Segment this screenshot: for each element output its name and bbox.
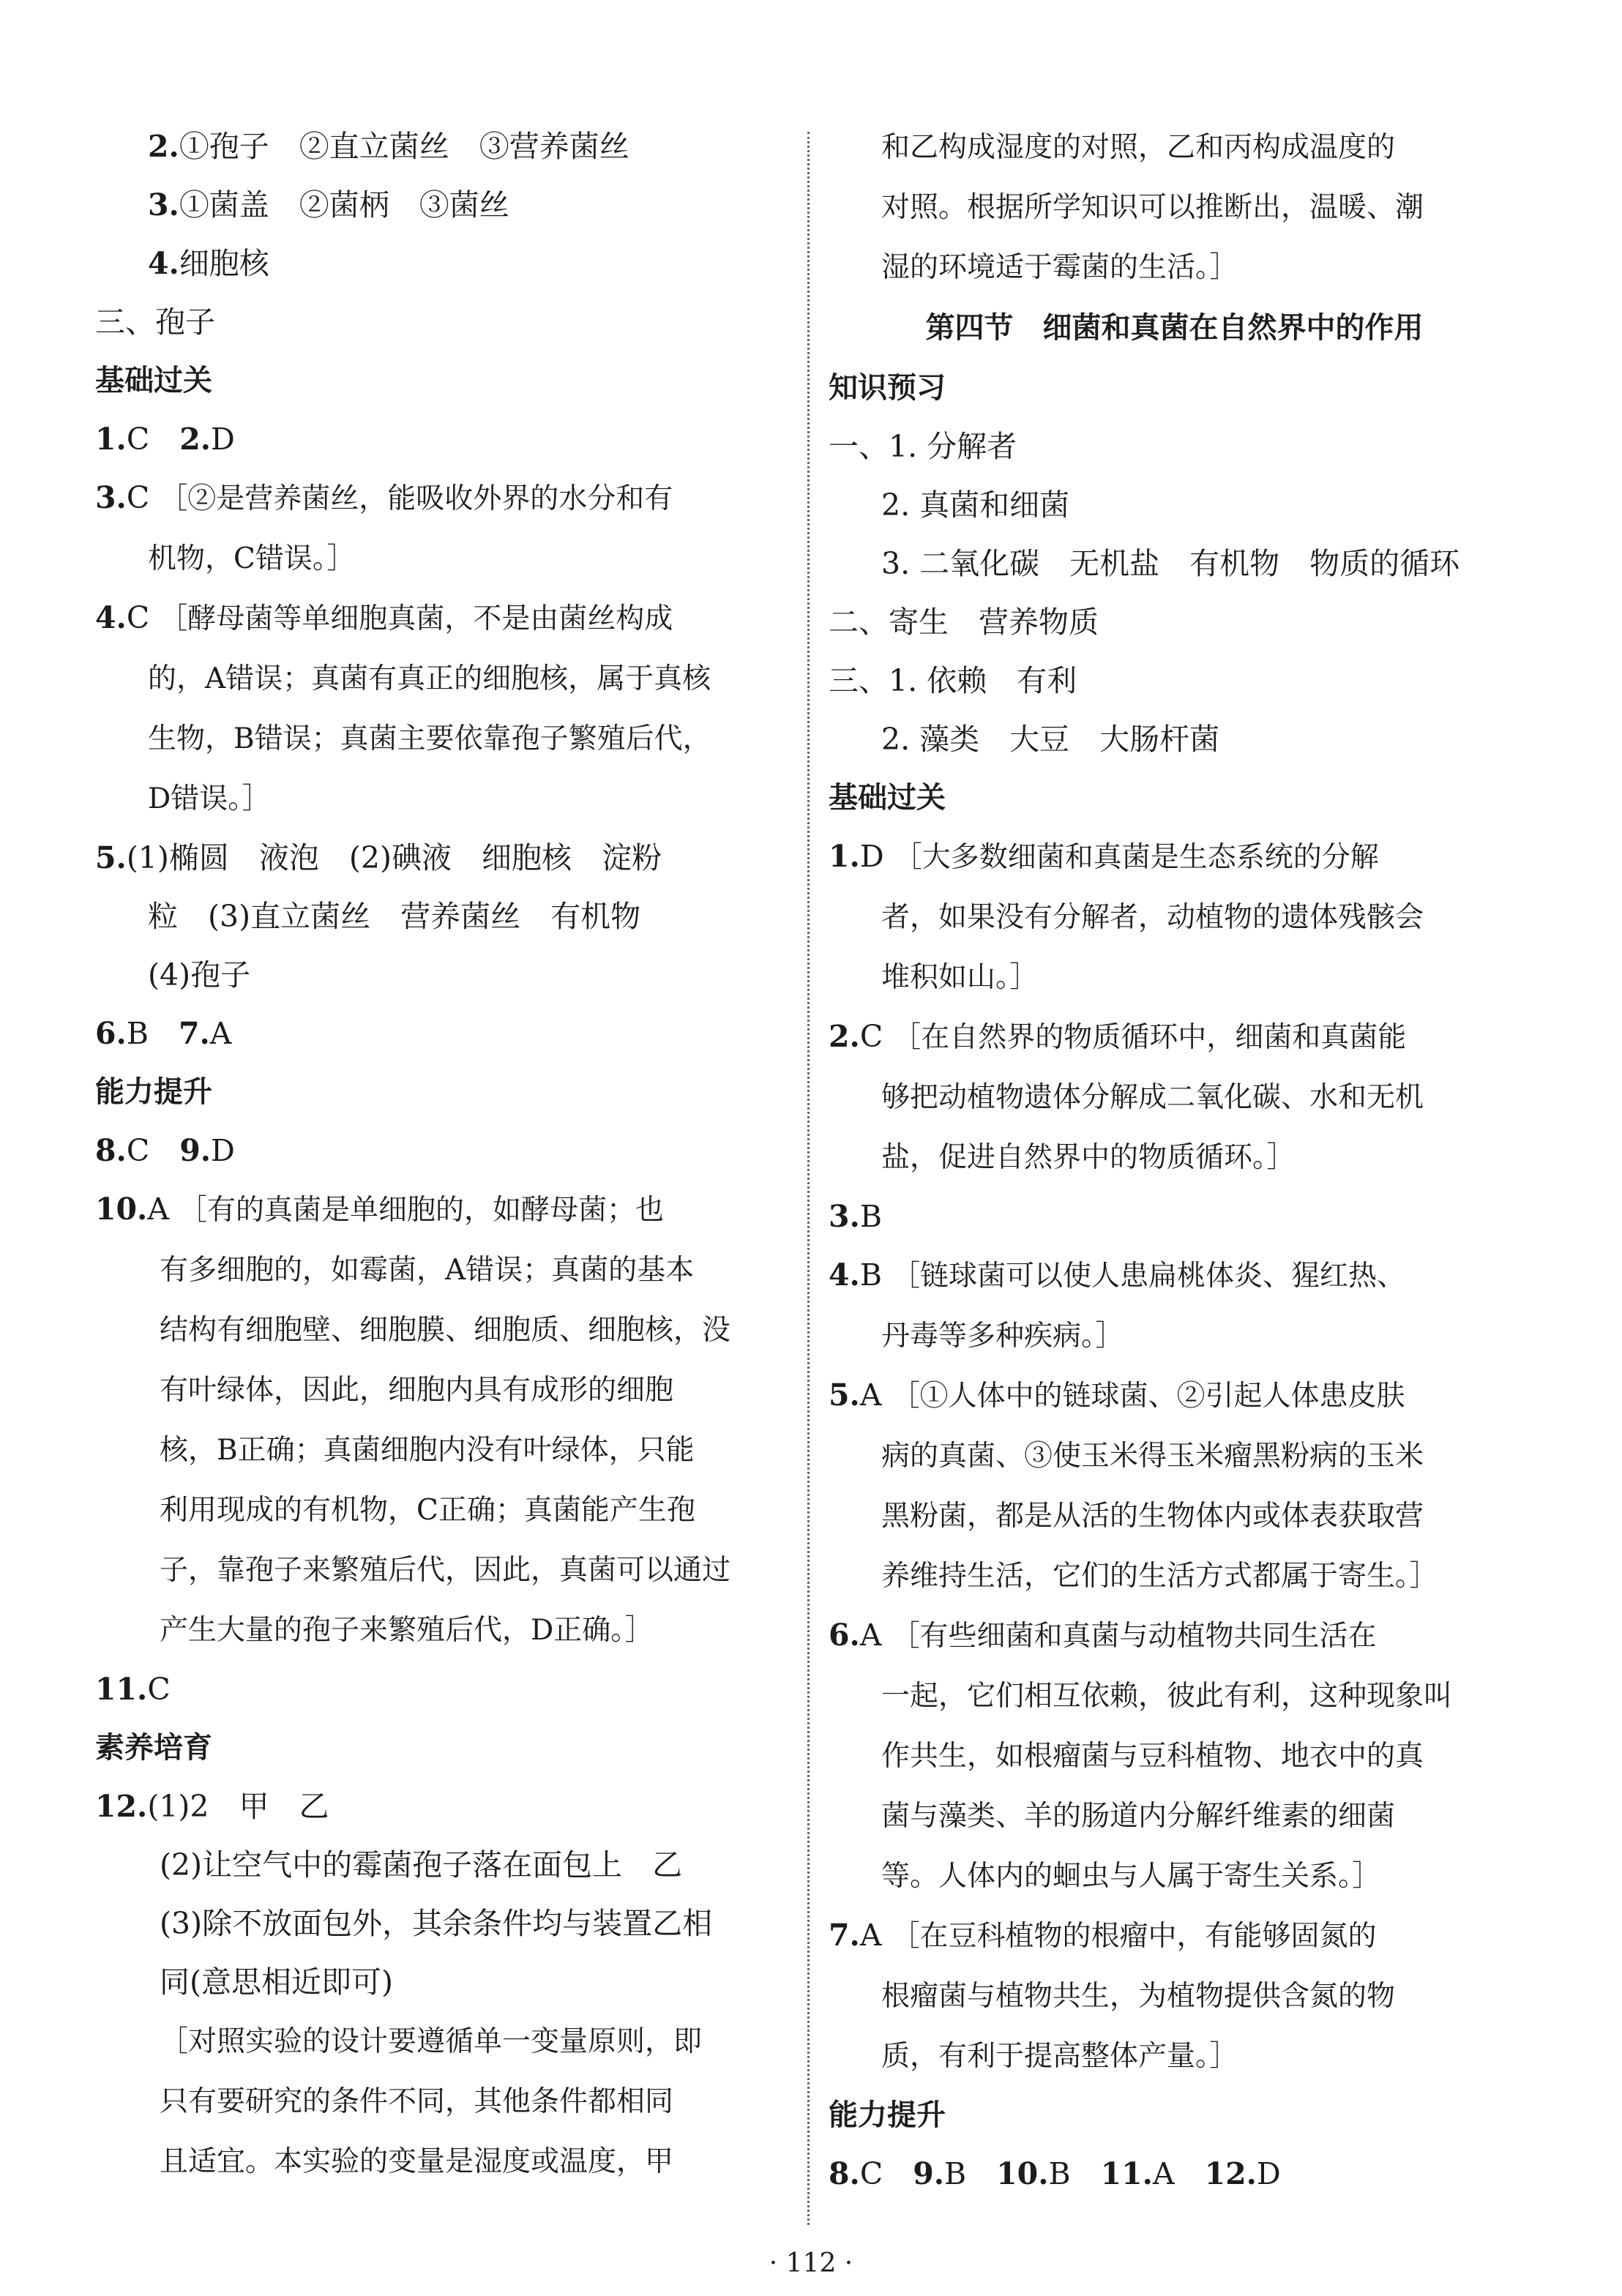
answer-text: (4)孢子 xyxy=(148,957,251,992)
answer-text: 三、1. 依赖 有利 xyxy=(829,663,1077,698)
answer-line xyxy=(95,1004,787,1063)
question-number: 2. xyxy=(179,422,211,457)
explanation-text: 有叶绿体，因此，细胞内具有成形的细胞 xyxy=(160,1374,674,1407)
answer-text: 细胞核 xyxy=(179,246,269,281)
question-number: 5. xyxy=(829,1377,860,1413)
answer-line xyxy=(95,2131,787,2191)
explanation-text: ［对照实验的设计要遵循单一变量原则，即 xyxy=(160,2025,703,2058)
question-number: 7. xyxy=(829,1918,860,1953)
answer-line xyxy=(95,1953,787,2011)
answer-line xyxy=(829,1606,1520,1666)
answer-text: C xyxy=(859,1019,893,1054)
answer-line xyxy=(95,946,787,1004)
answer-line xyxy=(95,1420,787,1480)
answer-line xyxy=(95,1894,787,1953)
answer-line xyxy=(95,1121,787,1180)
explanation-text: 产生大量的孢子来繁殖后代，D正确。］ xyxy=(160,1614,654,1647)
answer-text: B xyxy=(859,1199,882,1234)
question-number: 9. xyxy=(913,2156,944,2191)
answer-line xyxy=(95,588,787,648)
answer-line xyxy=(95,234,787,293)
question-number: 10. xyxy=(95,1192,148,1227)
explanation-text: 质，有利于提高整体产量。］ xyxy=(881,2040,1238,2073)
question-number: 5. xyxy=(95,840,127,875)
answer-line xyxy=(829,593,1520,651)
answer-line xyxy=(829,2144,1520,2203)
question-number: 6. xyxy=(829,1618,860,1653)
answer-line xyxy=(829,1127,1520,1187)
answer-line xyxy=(829,947,1520,1007)
explanation-text: 且适宜。本实验的变量是湿度或温度，甲 xyxy=(160,2145,674,2178)
explanation-text: ［在豆科植物的根瘤中，有能够固氮的 xyxy=(891,1920,1377,1953)
section-heading: 知识预习 xyxy=(829,371,946,405)
answer-line xyxy=(95,1180,787,1240)
explanation-text: 生物，B错误；真菌主要依靠孢子繁殖后代， xyxy=(148,722,711,755)
section-heading: 能力提升 xyxy=(95,1075,212,1109)
chapter-title: 第四节 细菌和真菌在自然界中的作用 xyxy=(925,311,1424,345)
answer-text: D xyxy=(1256,2156,1281,2191)
answer-line xyxy=(829,1366,1520,1426)
question-number: 3. xyxy=(829,1199,860,1234)
question-number: 12. xyxy=(95,1789,148,1824)
page-number: · 112 · xyxy=(769,2248,853,2278)
explanation-text: ［大多数细菌和真菌是生态系统的分解 xyxy=(893,841,1379,874)
answer-line xyxy=(95,887,787,946)
answer-line xyxy=(829,710,1520,769)
answer-line xyxy=(829,1846,1520,1906)
question-number: 4. xyxy=(95,600,127,635)
section-heading: 能力提升 xyxy=(829,2098,946,2132)
explanation-text: 者，如果没有分解者，动植物的遗体残骸会 xyxy=(881,901,1424,934)
answer-line xyxy=(95,1240,787,1300)
answer-text: (3)除不放面包外，其余条件均与装置乙相 xyxy=(160,1906,713,1941)
explanation-text: ［酵母菌等单细胞真菌，不是由菌丝构成 xyxy=(159,602,673,635)
answer-line xyxy=(829,1486,1520,1546)
answer-line xyxy=(829,2026,1520,2086)
answer-text: 一、1. 分解者 xyxy=(829,429,1017,464)
answer-text: 3. 二氧化碳 无机盐 有机物 物质的循环 xyxy=(881,546,1460,581)
section-heading: 素养培育 xyxy=(95,1731,212,1765)
question-number: 2. xyxy=(148,129,179,164)
explanation-text: 养维持生活，它们的生活方式都属于寄生。］ xyxy=(881,1560,1438,1593)
answer-text: B xyxy=(1048,2156,1101,2191)
answer-text: B xyxy=(944,2156,997,2191)
question-number: 8. xyxy=(829,2156,860,2191)
explanation-text: 核，B正确；真菌细胞内没有叶绿体，只能 xyxy=(160,1434,695,1467)
answer-line xyxy=(829,1666,1520,1726)
answer-line xyxy=(829,1966,1520,2026)
question-number: 11. xyxy=(95,1672,148,1707)
answer-line xyxy=(95,708,787,769)
answer-line xyxy=(95,1480,787,1540)
question-number: 12. xyxy=(1204,2156,1257,2191)
question-number: 10. xyxy=(996,2156,1049,2191)
explanation-text: ［①人体中的链球菌、②引起人体患皮肤 xyxy=(891,1380,1405,1413)
answer-line xyxy=(95,1836,787,1894)
answer-line xyxy=(95,648,787,708)
question-number: 9. xyxy=(179,1133,211,1168)
explanation-text: 湿的环境适于霉菌的生活。］ xyxy=(881,251,1238,284)
explanation-text: 利用现成的有机物，C正确；真菌能产生孢 xyxy=(160,1494,695,1527)
answer-line xyxy=(95,1540,787,1600)
answer-line xyxy=(829,534,1520,593)
explanation-text: D错误。］ xyxy=(148,782,271,815)
answer-text: B xyxy=(126,1016,179,1051)
explanation-text: 子，靠孢子来繁殖后代，因此，真菌可以通过 xyxy=(160,1554,731,1587)
question-number: 11. xyxy=(1100,2156,1153,2191)
explanation-text: 等。人体内的蛔虫与人属于寄生关系。］ xyxy=(881,1860,1381,1893)
answer-line xyxy=(95,1360,787,1420)
explanation-text: 病的真菌、③使玉米得玉米瘤黑粉病的玉米 xyxy=(881,1440,1424,1473)
left-column xyxy=(95,117,787,2191)
answer-line xyxy=(829,1426,1520,1486)
explanation-text: 根瘤菌与植物共生，为植物提供含氮的物 xyxy=(881,1980,1396,2013)
explanation-text: 一起，它们相互依赖，彼此有利，这种现象叫 xyxy=(881,1680,1453,1713)
question-number: 3. xyxy=(95,480,127,515)
answer-text: 二、寄生 营养物质 xyxy=(829,605,1099,640)
answer-line xyxy=(829,417,1520,476)
answer-text: 2. 真菌和细菌 xyxy=(881,487,1070,523)
explanation-text: ［有的真菌是单细胞的，如酵母菌；也 xyxy=(179,1194,665,1227)
answer-line xyxy=(829,1246,1520,1306)
explanation-text: 够把动植物遗体分解成二氧化碳、水和无机 xyxy=(881,1081,1424,1114)
explanation-text: 只有要研究的条件不同，其他条件都相同 xyxy=(160,2085,674,2118)
answer-line xyxy=(95,2071,787,2131)
answer-text: C xyxy=(126,480,160,515)
answer-text: ①孢子 ②直立菌丝 ③营养菌丝 xyxy=(179,129,629,164)
answer-text: A xyxy=(859,1618,892,1653)
explanation-text: 作共生，如根瘤菌与豆科植物、地衣中的真 xyxy=(881,1740,1424,1773)
explanation-text: ［②是营养菌丝，能吸收外界的水分和有 xyxy=(159,482,673,515)
answer-line xyxy=(95,1777,787,1836)
answer-line xyxy=(829,237,1520,297)
answer-text: C xyxy=(147,1672,171,1707)
answer-line xyxy=(829,177,1520,237)
answer-line xyxy=(95,2011,787,2071)
answer-line xyxy=(829,827,1520,887)
answer-line xyxy=(95,1660,787,1719)
question-number: 2. xyxy=(829,1019,860,1054)
explanation-text: 对照。根据所学知识可以推断出，温暖、潮 xyxy=(881,191,1424,224)
explanation-text: 丹毒等多种疾病。］ xyxy=(881,1320,1124,1353)
answer-line xyxy=(95,528,787,588)
answer-line xyxy=(829,1546,1520,1606)
answer-text: 2. 藻类 大豆 大肠杆菌 xyxy=(881,722,1220,757)
answer-text: 粒 (3)直立菌丝 营养菌丝 有机物 xyxy=(148,899,641,934)
answer-text: 同(意思相近即可) xyxy=(160,1964,393,2000)
answer-line xyxy=(829,1906,1520,1966)
answer-line xyxy=(95,769,787,829)
answer-text: A xyxy=(209,1016,232,1051)
answer-line xyxy=(95,1600,787,1660)
answer-line xyxy=(95,468,787,528)
answer-line xyxy=(829,1306,1520,1366)
question-number: 6. xyxy=(95,1016,127,1051)
explanation-text: 菌与藻类、羊的肠道内分解纤维素的细菌 xyxy=(881,1800,1396,1833)
explanation-text: 黑粉菌，都是从活的生物体内或体表获取营 xyxy=(881,1500,1424,1533)
question-number: 7. xyxy=(178,1016,210,1051)
answer-line xyxy=(95,1300,787,1360)
answer-text: C xyxy=(126,1133,180,1168)
explanation-text: ［在自然界的物质循环中，细菌和真菌能 xyxy=(892,1021,1407,1054)
explanation-text: 盐，促进自然界中的物质循环。］ xyxy=(881,1141,1296,1174)
question-number: 3. xyxy=(148,187,179,223)
answer-text: C xyxy=(859,2156,913,2191)
answer-text: 三、孢子 xyxy=(95,304,215,340)
question-number: 1. xyxy=(95,422,127,457)
answer-text: ①菌盖 ②菌柄 ③菌丝 xyxy=(179,187,509,223)
answer-text: A xyxy=(859,1918,892,1953)
answer-line xyxy=(829,1187,1520,1246)
answer-line xyxy=(829,1726,1520,1786)
answer-line xyxy=(95,176,787,234)
explanation-text: 堆积如山。］ xyxy=(881,961,1039,994)
right-column xyxy=(829,117,1520,2203)
explanation-text: ［链球菌可以使人患扁桃体炎、猩红热、 xyxy=(891,1260,1405,1293)
answer-line xyxy=(829,117,1520,177)
answer-line xyxy=(829,1786,1520,1846)
answer-line xyxy=(95,410,787,468)
question-number: 4. xyxy=(829,1257,860,1293)
explanation-text: 和乙构成湿度的对照，乙和丙构成温度的 xyxy=(881,131,1396,164)
answer-text: D xyxy=(211,1133,235,1168)
answer-text: A xyxy=(147,1192,179,1227)
answer-line xyxy=(95,293,787,351)
answer-text: A xyxy=(859,1377,892,1413)
explanation-text: 结构有细胞壁、细胞膜、细胞质、细胞核，没 xyxy=(160,1314,731,1347)
question-number: 8. xyxy=(95,1133,127,1168)
answer-text: B xyxy=(859,1257,892,1293)
answer-line xyxy=(95,117,787,176)
section-heading: 基础过关 xyxy=(95,364,212,397)
answer-text: C xyxy=(126,600,160,635)
answer-text: C xyxy=(126,422,180,457)
answer-text: (1)2 甲 乙 xyxy=(147,1789,329,1824)
question-number: 4. xyxy=(148,246,179,281)
question-number: 1. xyxy=(829,839,860,874)
section-heading: 基础过关 xyxy=(829,781,946,815)
explanation-text: 有多细胞的，如霉菌，A错误；真菌的基本 xyxy=(160,1254,695,1287)
answer-line xyxy=(829,887,1520,947)
answer-line xyxy=(829,476,1520,534)
answer-text: (1)椭圆 液泡 (2)碘液 细胞核 淀粉 xyxy=(126,840,662,875)
explanation-text: ［有些细菌和真菌与动植物共同生活在 xyxy=(891,1620,1377,1653)
answer-text: (2)让空气中的霉菌孢子落在面包上 乙 xyxy=(160,1847,683,1882)
answer-line xyxy=(829,1007,1520,1067)
answer-text: A xyxy=(1152,2156,1205,2191)
answer-line xyxy=(95,829,787,887)
answer-text: D xyxy=(859,839,894,874)
explanation-text: 机物，C错误。］ xyxy=(148,542,356,575)
answer-text: D xyxy=(211,422,235,457)
answer-line xyxy=(829,1067,1520,1127)
explanation-text: 的，A错误；真菌有真正的细胞核，属于真核 xyxy=(148,662,711,695)
answer-line xyxy=(829,651,1520,710)
column-divider xyxy=(807,132,810,2225)
